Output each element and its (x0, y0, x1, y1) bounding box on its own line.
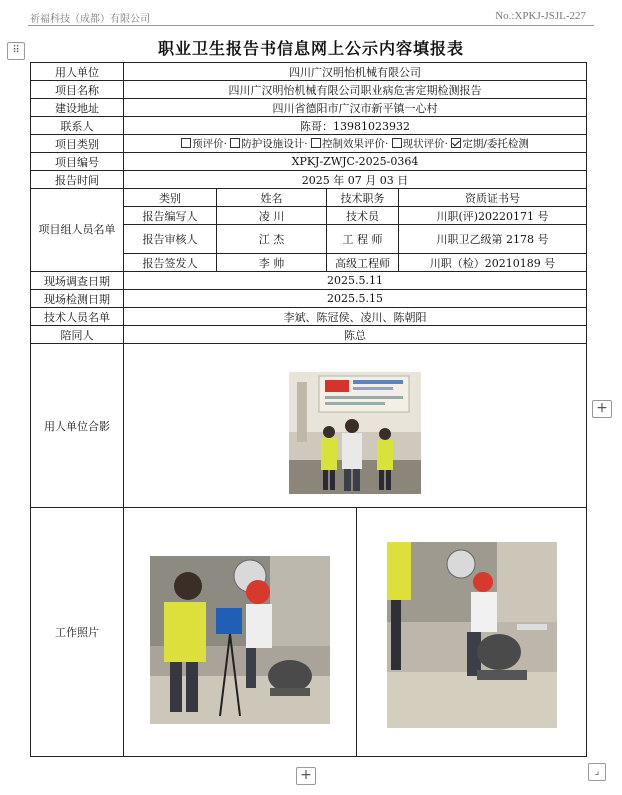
checkbox-checked-icon[interactable] (451, 138, 461, 148)
table-row (124, 254, 587, 272)
label-team: 项目组人员名单 (31, 189, 124, 272)
header-rule (28, 25, 594, 26)
value-contact[interactable]: 陈哥：13981023932 (124, 117, 587, 135)
team-cell-title[interactable]: 技术员 (327, 207, 399, 225)
label-address: 建设地址 (31, 99, 124, 117)
option-protection-design: 防护设施设计 (241, 138, 305, 150)
work-photos-table (124, 508, 587, 757)
label-test-date: 现场检测日期 (31, 290, 124, 308)
team-header: 姓名 (217, 189, 327, 207)
work-photo-cell-2 (357, 508, 587, 757)
value-category: 预评价· 防护设施设计· 控制效果评价· 现状评价· 定期/委托检测 (124, 135, 587, 153)
value-survey-date[interactable]: 2025.5.11 (124, 272, 587, 290)
team-cell-name[interactable]: 凌 川 (217, 207, 327, 225)
info-table (30, 62, 587, 757)
label-tech-staff: 技术人员名单 (31, 308, 124, 326)
page-title: 职业卫生报告书信息网上公示内容填报表 (157, 39, 464, 58)
label-category: 项目类别 (31, 135, 124, 153)
label-work-photos: 工作照片 (31, 508, 124, 757)
team-cell-title[interactable]: 高级工程师 (327, 254, 399, 272)
row-category (31, 135, 587, 153)
row-project-name (31, 81, 587, 99)
checkbox-icon[interactable] (392, 138, 402, 148)
value-employer[interactable]: 四川广汉明怡机械有限公司 (124, 63, 587, 81)
option-periodic-test: 定期/委托检测 (462, 138, 529, 150)
row-contact (31, 117, 587, 135)
row-tech-staff (31, 308, 587, 326)
add-column-button[interactable]: + (592, 400, 612, 418)
row-address (31, 99, 587, 117)
value-escort[interactable]: 陈总 (124, 326, 587, 344)
value-project-no[interactable]: XPKJ-ZWJC-2025-0364 (124, 153, 587, 171)
work-photos-row (124, 508, 587, 757)
team-cell-role[interactable]: 报告审核人 (124, 225, 217, 254)
option-pre-eval: 预评价 (192, 138, 224, 150)
value-report-date[interactable]: 2025 年 07 月 03 日 (124, 171, 587, 189)
checkbox-icon[interactable] (311, 138, 321, 148)
row-work-photos (31, 508, 587, 757)
row-test-date (31, 290, 587, 308)
label-employer: 用人单位 (31, 63, 124, 81)
label-group-photo: 用人单位合影 (31, 344, 124, 508)
checkbox-icon[interactable] (181, 138, 191, 148)
team-cell-name[interactable]: 江 杰 (217, 225, 327, 254)
checkbox-icon[interactable] (230, 138, 240, 148)
label-survey-date: 现场调查日期 (31, 272, 124, 290)
value-address[interactable]: 四川省德阳市广汉市新平镇一心村 (124, 99, 587, 117)
team-header: 类别 (124, 189, 217, 207)
value-test-date[interactable]: 2025.5.15 (124, 290, 587, 308)
group-photo[interactable] (289, 372, 421, 494)
team-cell-role[interactable]: 报告签发人 (124, 254, 217, 272)
label-project-no: 项目编号 (31, 153, 124, 171)
table-row (124, 225, 587, 254)
row-escort (31, 326, 587, 344)
work-photo-1[interactable] (150, 556, 330, 724)
row-team (31, 189, 587, 272)
team-header: 技术职务 (327, 189, 399, 207)
resize-corner-icon[interactable]: ⌟ (588, 763, 606, 781)
option-status-eval: 现状评价 (402, 138, 445, 150)
row-report-date (31, 171, 587, 189)
table-row (124, 207, 587, 225)
team-cell-cert[interactable]: 川职(评)20220171 号 (399, 207, 587, 225)
label-report-date: 报告时间 (31, 171, 124, 189)
header-company: 祈福科技（成都）有限公司 (30, 14, 150, 25)
team-header-row (124, 189, 587, 207)
team-table (124, 189, 587, 272)
label-escort: 陪同人 (31, 326, 124, 344)
team-cell-cert[interactable]: 川职卫乙级第 2178 号 (399, 225, 587, 254)
table-move-handle-icon[interactable]: ⠿ (7, 42, 25, 60)
label-contact: 联系人 (31, 117, 124, 135)
option-control-eval: 控制效果评价 (321, 138, 385, 150)
work-photo-2[interactable] (387, 542, 557, 728)
row-group-photo (31, 344, 587, 508)
group-photo-cell (124, 344, 587, 508)
add-row-button[interactable]: + (296, 767, 316, 785)
work-photo-cell-1 (124, 508, 357, 757)
work-photos-cell (124, 508, 587, 757)
team-cell-title[interactable]: 工 程 师 (327, 225, 399, 254)
row-project-no (31, 153, 587, 171)
team-cell-name[interactable]: 李 帅 (217, 254, 327, 272)
team-cell-cert[interactable]: 川职（检）20210189 号 (399, 254, 587, 272)
team-cell-role[interactable]: 报告编写人 (124, 207, 217, 225)
row-survey-date (31, 272, 587, 290)
value-project-name[interactable]: 四川广汉明怡机械有限公司职业病危害定期检测报告 (124, 81, 587, 99)
label-project-name: 项目名称 (31, 81, 124, 99)
row-employer (31, 63, 587, 81)
team-cell (124, 189, 587, 272)
value-tech-staff[interactable]: 李斌、陈冠侯、凌川、陈朝阳 (124, 308, 587, 326)
header-doc-number: No.:XPKJ-JSJL-227 (495, 10, 586, 22)
team-header: 资质证书号 (399, 189, 587, 207)
